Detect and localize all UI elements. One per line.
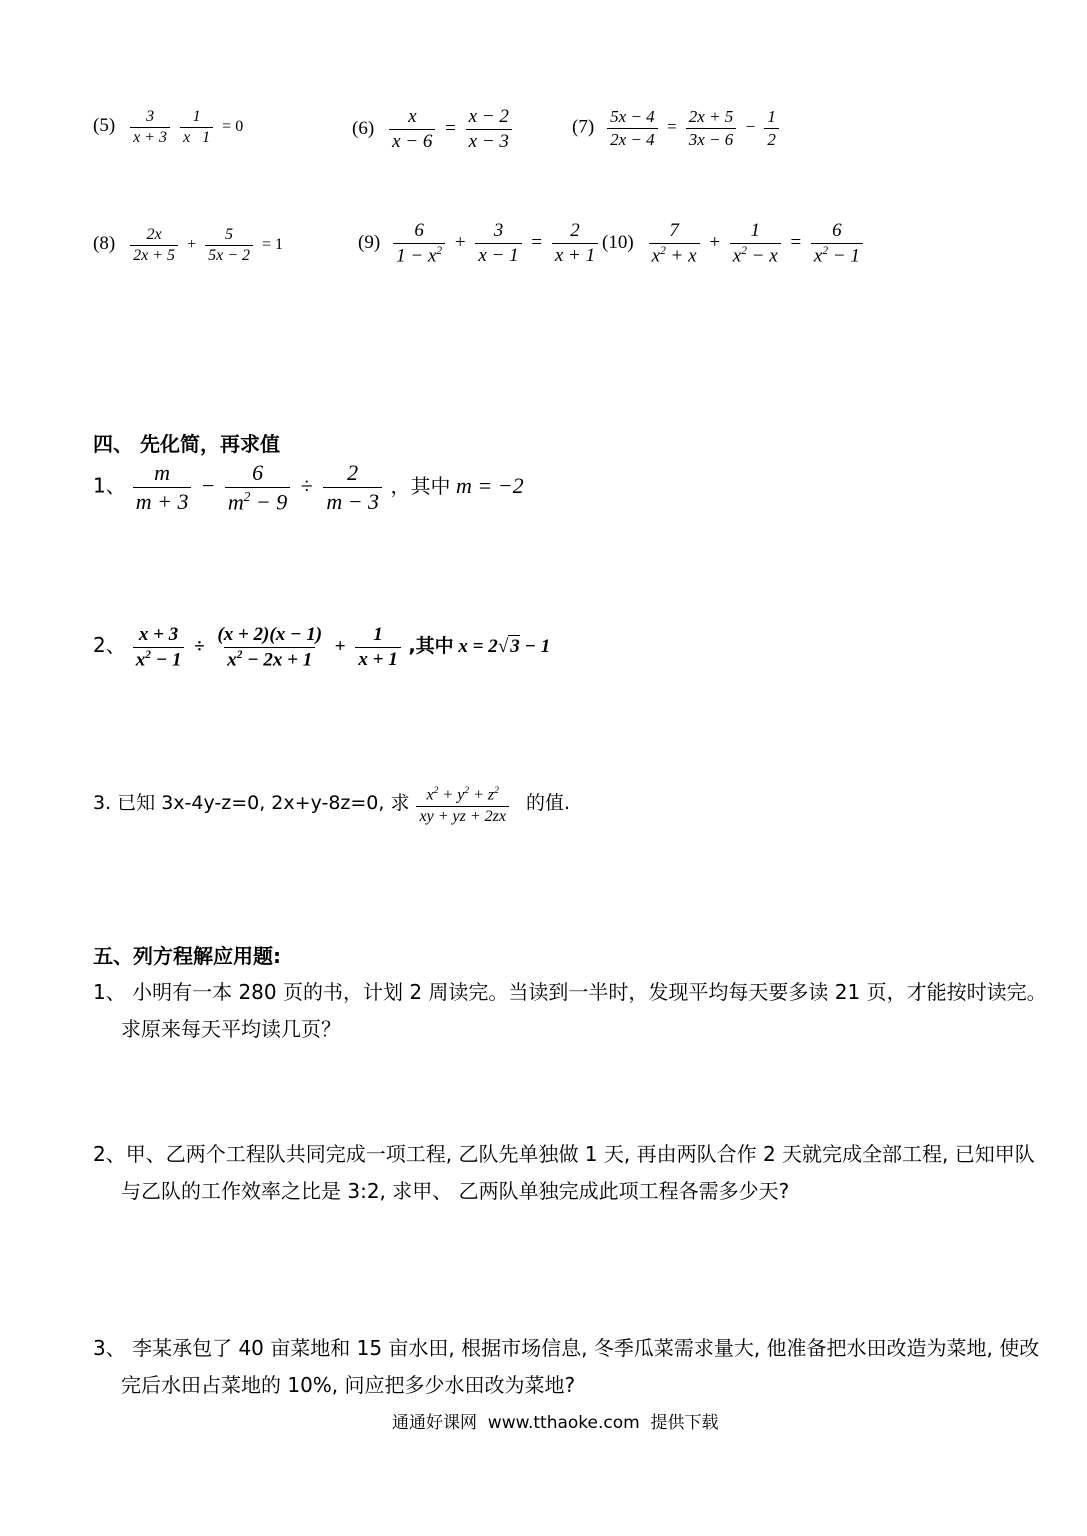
plus-sign: +: [334, 636, 346, 658]
equation-label: (6): [352, 117, 375, 139]
right-hand-side: = 0: [222, 118, 244, 136]
denominator: m + 3: [133, 487, 192, 515]
minus-sign: −: [745, 117, 756, 137]
problem-text: 3. 已知 3x-4y-z=0, 2x+y-8z=0, 求: [93, 792, 410, 814]
numerator: 1: [192, 108, 201, 125]
numerator: x − 2: [468, 106, 509, 127]
numerator: 1: [767, 107, 776, 126]
denominator: m − 3: [323, 487, 382, 515]
equation-label: (5): [93, 115, 116, 137]
denominator: x − 3: [466, 129, 512, 153]
numerator: 1: [373, 624, 383, 646]
section-5-question-2: 2、甲、乙两个工程队共同完成一项工程, 乙队先单独做 1 天, 再由两队合作 2 天就完成全部工程, 已知甲队与乙队的工作效率之比是 3:2, 求甲、 乙两队单独完成此项工程各需多少天?: [93, 1142, 1035, 1203]
minus-sign: −: [201, 472, 215, 498]
section-4-problem-3: [93, 785, 570, 826]
denominator: x 1: [180, 127, 213, 147]
numerator: 3: [493, 220, 504, 242]
section-5-question-3: 3、 李某承包了 40 亩菜地和 15 亩水田, 根据市场信息, 冬季瓜菜需求量大, 他准备把水田改造为菜地, 使改完后水田占菜地的 10%, 问应把多少水田改为菜地?: [93, 1336, 1040, 1397]
numerator: $x^2 + y^2 + z^2$: [426, 785, 499, 804]
numerator: x + 3: [138, 624, 179, 645]
denominator: $x^2 - x$: [730, 243, 781, 267]
equation-label: (7): [572, 116, 595, 138]
section-4-heading: 四、 先化简，再求值: [93, 432, 280, 456]
page-footer: 通通好课网 www.tthaoke.com 提供下载: [392, 1413, 719, 1433]
numerator: x: [408, 106, 417, 127]
section-4-problem-2: [93, 624, 550, 671]
denominator: x + 1: [355, 647, 400, 671]
denominator: xy + yz + 2zx: [416, 806, 508, 826]
numerator: 2: [570, 220, 580, 242]
equals-sign: =: [445, 117, 456, 139]
plus-sign: +: [709, 232, 721, 254]
denominator: $x^2 - 2x + 1$: [224, 647, 315, 671]
numerator: 3: [146, 108, 155, 125]
denominator: 2: [764, 128, 779, 150]
numerator: (x + 2)(x − 1): [217, 624, 323, 645]
plus-sign: +: [454, 232, 466, 254]
right-hand-side: = 1: [262, 236, 284, 254]
denominator: $x^2 + x$: [649, 243, 700, 267]
numerator: 7: [669, 220, 679, 241]
denominator: 2x + 5: [130, 245, 178, 265]
numerator: m: [154, 460, 171, 486]
condition-expression: m = −2: [456, 472, 524, 498]
denominator: $x^2 - 1$: [133, 647, 185, 671]
equation-5: [93, 108, 245, 147]
denominator: x + 3: [130, 127, 170, 147]
divide-sign: ÷: [300, 472, 313, 498]
condition-expression: x = 2√ 3 − 1: [458, 636, 551, 658]
numerator: 6: [832, 220, 842, 241]
equation-label: (8): [93, 233, 116, 255]
equation-label: (9): [358, 232, 381, 254]
condition-text: ，其中: [390, 473, 451, 498]
numerator: 5: [225, 226, 234, 243]
denominator: x − 6: [389, 129, 435, 153]
denominator: 5x − 2: [205, 245, 253, 265]
equals-sign: =: [666, 117, 677, 137]
numerator: 6: [414, 220, 424, 241]
problem-label: 2、: [93, 633, 126, 658]
denominator: 3x − 6: [686, 128, 737, 150]
equation-7: [572, 107, 782, 150]
equation-8: [93, 226, 285, 265]
denominator: $1 - x^2$: [393, 243, 445, 267]
denominator: x + 1: [552, 243, 598, 267]
section-4-problem-1: [93, 460, 524, 515]
equation-9: [358, 220, 601, 267]
condition-text: ,其中: [408, 635, 454, 658]
numerator: 2x: [146, 226, 162, 243]
section-5-question-1: 1、 小明有一本 280 页的书，计划 2 周读完。当读到一半时，发现平均每天要多读 21 页，才能按时读完。求原来每天平均读几页？: [93, 980, 1047, 1041]
problem-tail: 的值.: [525, 792, 570, 814]
plus-sign: +: [187, 236, 197, 254]
equals-sign: =: [531, 232, 543, 254]
problem-label: 1、: [93, 473, 126, 498]
equation-label: (10): [602, 232, 634, 254]
equation-10: [602, 220, 866, 267]
numerator: 6: [252, 460, 264, 485]
numerator: 5x − 4: [610, 107, 655, 126]
section-5-heading: 五、列方程解应用题:: [93, 944, 281, 968]
equation-6: [352, 106, 515, 153]
numerator: 2: [347, 460, 359, 486]
divide-sign: ÷: [194, 636, 205, 658]
denominator: $x^2 - 1$: [811, 243, 863, 267]
numerator: 2x + 5: [688, 107, 734, 126]
numerator: 1: [750, 220, 760, 241]
denominator: 2x − 4: [607, 128, 658, 150]
denominator: x − 1: [475, 243, 521, 267]
equals-sign: =: [790, 232, 802, 254]
denominator: $m^2 - 9$: [225, 487, 290, 515]
